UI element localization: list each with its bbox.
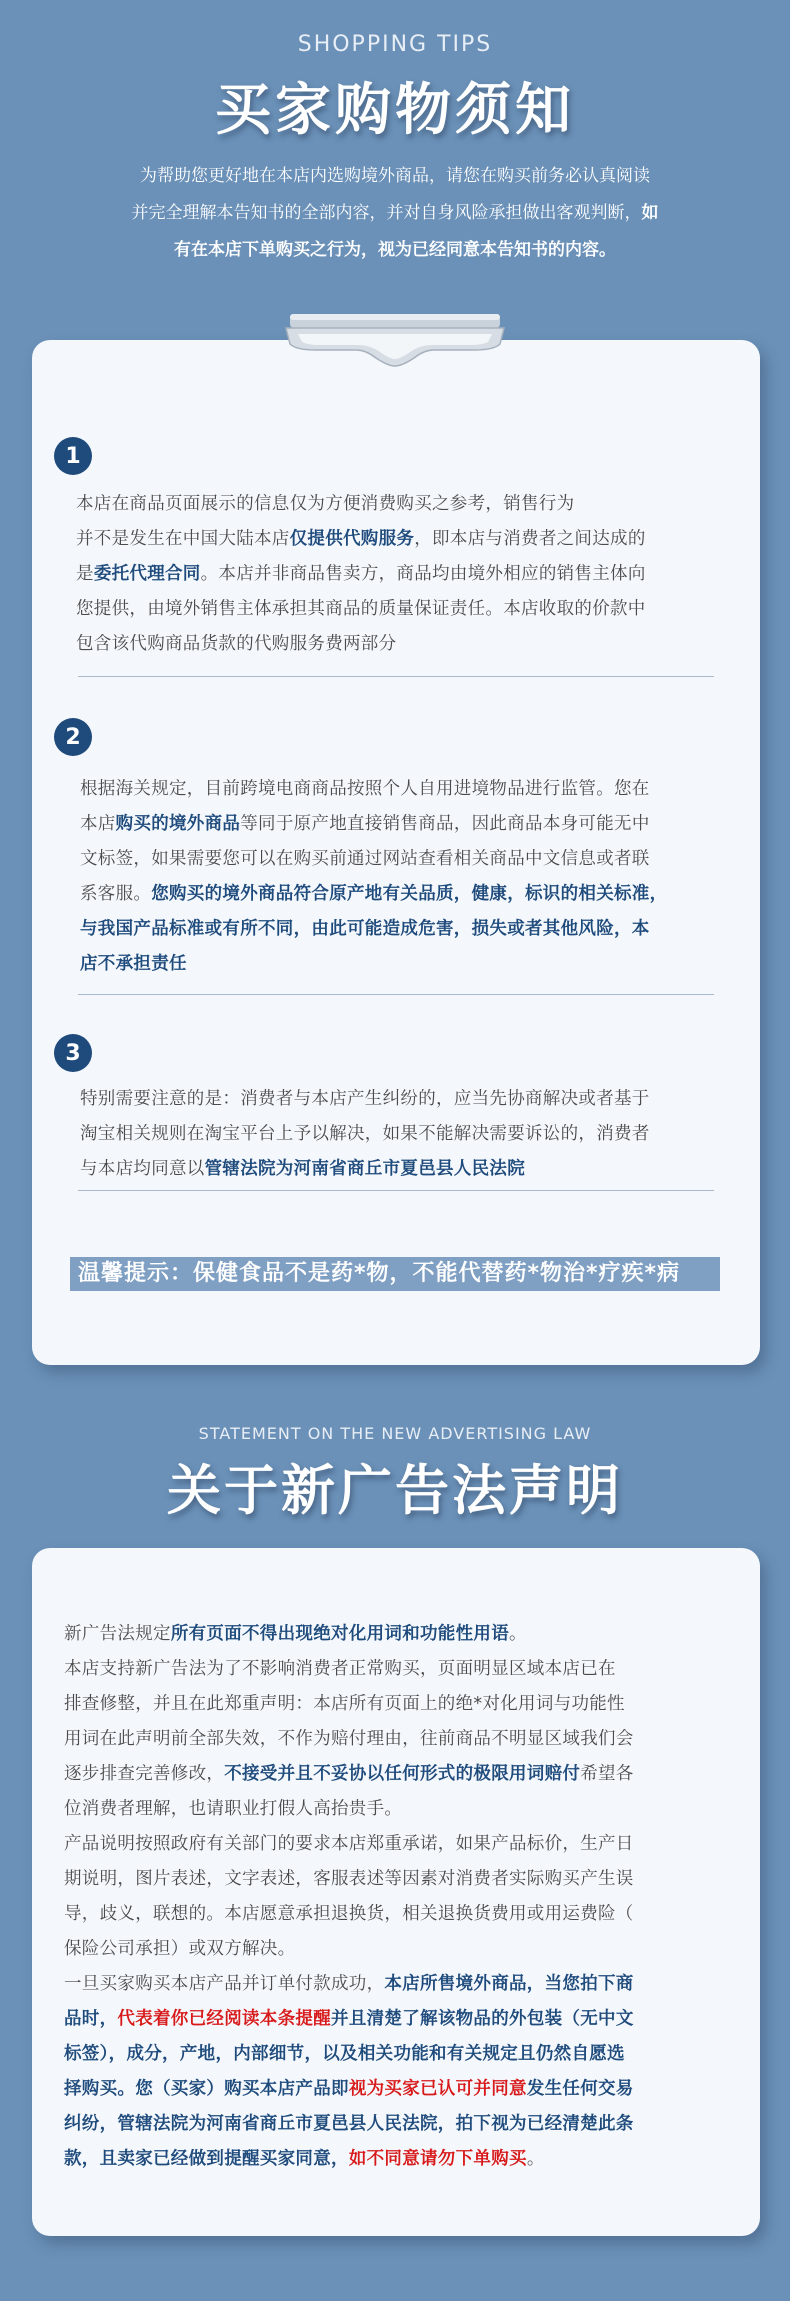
section-divider — [78, 676, 714, 677]
shopping-tips-title: 买家购物须知 — [215, 78, 575, 143]
intro-line: 有在本店下单购买之行为，视为已经同意本告知书的内容。 — [174, 240, 616, 260]
section-divider — [78, 1190, 714, 1191]
clipboard-clip-icon — [284, 314, 506, 368]
intro-line: 并完全理解本告知书的全部内容，并对自身风险承担做出客观判断，如 — [131, 203, 659, 223]
section-divider — [78, 994, 714, 995]
section2-text: 根据海关规定，目前跨境电商商品按照个人自用进境物品进行监管。您在 本店购买的境外商品等同于原产地直接销售商品，因此商品本身可能无中 文标签，如果需要您可以在购买前通过网站查看相关商品中文信息或者联 系客服。您购买的境外商品符合原产地有关品质，健康，标识的相关标准， 与我国产品标准或有所不同，由此可能造成危害，损失或者其他风险，本 店不承担责任 — [80, 779, 668, 974]
health-tip-banner: 温馨提示：保健食品不是药*物，不能代替药*物治*疗疾*病 — [70, 1257, 720, 1291]
intro-line: 为帮助您更好地在本店内选购境外商品，请您在购买前务必认真阅读 — [140, 166, 650, 186]
section-number-badge: 3 — [54, 1034, 92, 1072]
advertising-law-en-title: STATEMENT ON THE NEW ADVERTISING LAW — [198, 1424, 592, 1443]
advertising-law-title: 关于新广告法声明 — [167, 1459, 623, 1522]
section1-text: 本店在商品页面展示的信息仅为方便消费购买之参考，销售行为 并不是发生在中国大陆本店仅提供代购服务，即本店与消费者之间达成的 是委托代理合同。本店并非商品售卖方，商品均由境外相应的销售主体向 您提供，由境外销售主体承担其商品的质量保证责任。本店收取的价款中 包含该代购商品货款的代购服务费两部分 — [76, 494, 646, 654]
section-number-badge: 2 — [54, 718, 92, 756]
advertising-law-text: 新广告法规定所有页面不得出现绝对化用词和功能性用语。 本店支持新广告法为了不影响消费者正常购买，页面明显区域本店已在 排查修整，并且在此郑重声明：本店所有页面上的绝*对化用词与功能性 用词在此声明前全部失效，不作为赔付理由，往前商品不明显区域我们会 逐步排查完善修改，不接受并且不妥协以任何形式的极限用词赔付希望各 位消费者理解，也请职业打假人高抬贵手。 产品说明按照政府有关部门的要求本店郑重承诺，如果产品标价，生产日 期说明，图片表述，文字表述，客服表述等因素对消费者实际购买产生误 导，歧义，联想的。本店愿意承担退换货，相关退换货费用或用运费险（ 保险公司承担）或双方解决。 一旦买家购买本店产品并订单付款成功，本店所售境外商品，当您拍下商 品时，代表着你已经阅读本条提醒并且清楚了解该物品的外包装（无中文 标签），成分，产地，内部细节，以及相关功能和有关规定且仍然自愿选 择购买。您（买家）购买本店产品即视为买家已认可并同意发生任何交易 纠纷，管辖法院为河南省商丘市夏邑县人民法院，拍下视为已经清楚此条 款，且卖家已经做到提醒买家同意，如不同意请勿下单购买。 — [64, 1624, 634, 2169]
section3-text: 特别需要注意的是：消费者与本店产生纠纷的，应当先协商解决或者基于 淘宝相关规则在淘宝平台上予以解决，如果不能解决需要诉讼的，消费者 与本店均同意以管辖法院为河南省商丘市夏邑县人民法院 — [80, 1089, 650, 1179]
shopping-tips-intro — [70, 158, 720, 269]
section-number-badge: 1 — [54, 437, 92, 475]
shopping-tips-en-title: SHOPPING TIPS — [297, 32, 493, 57]
